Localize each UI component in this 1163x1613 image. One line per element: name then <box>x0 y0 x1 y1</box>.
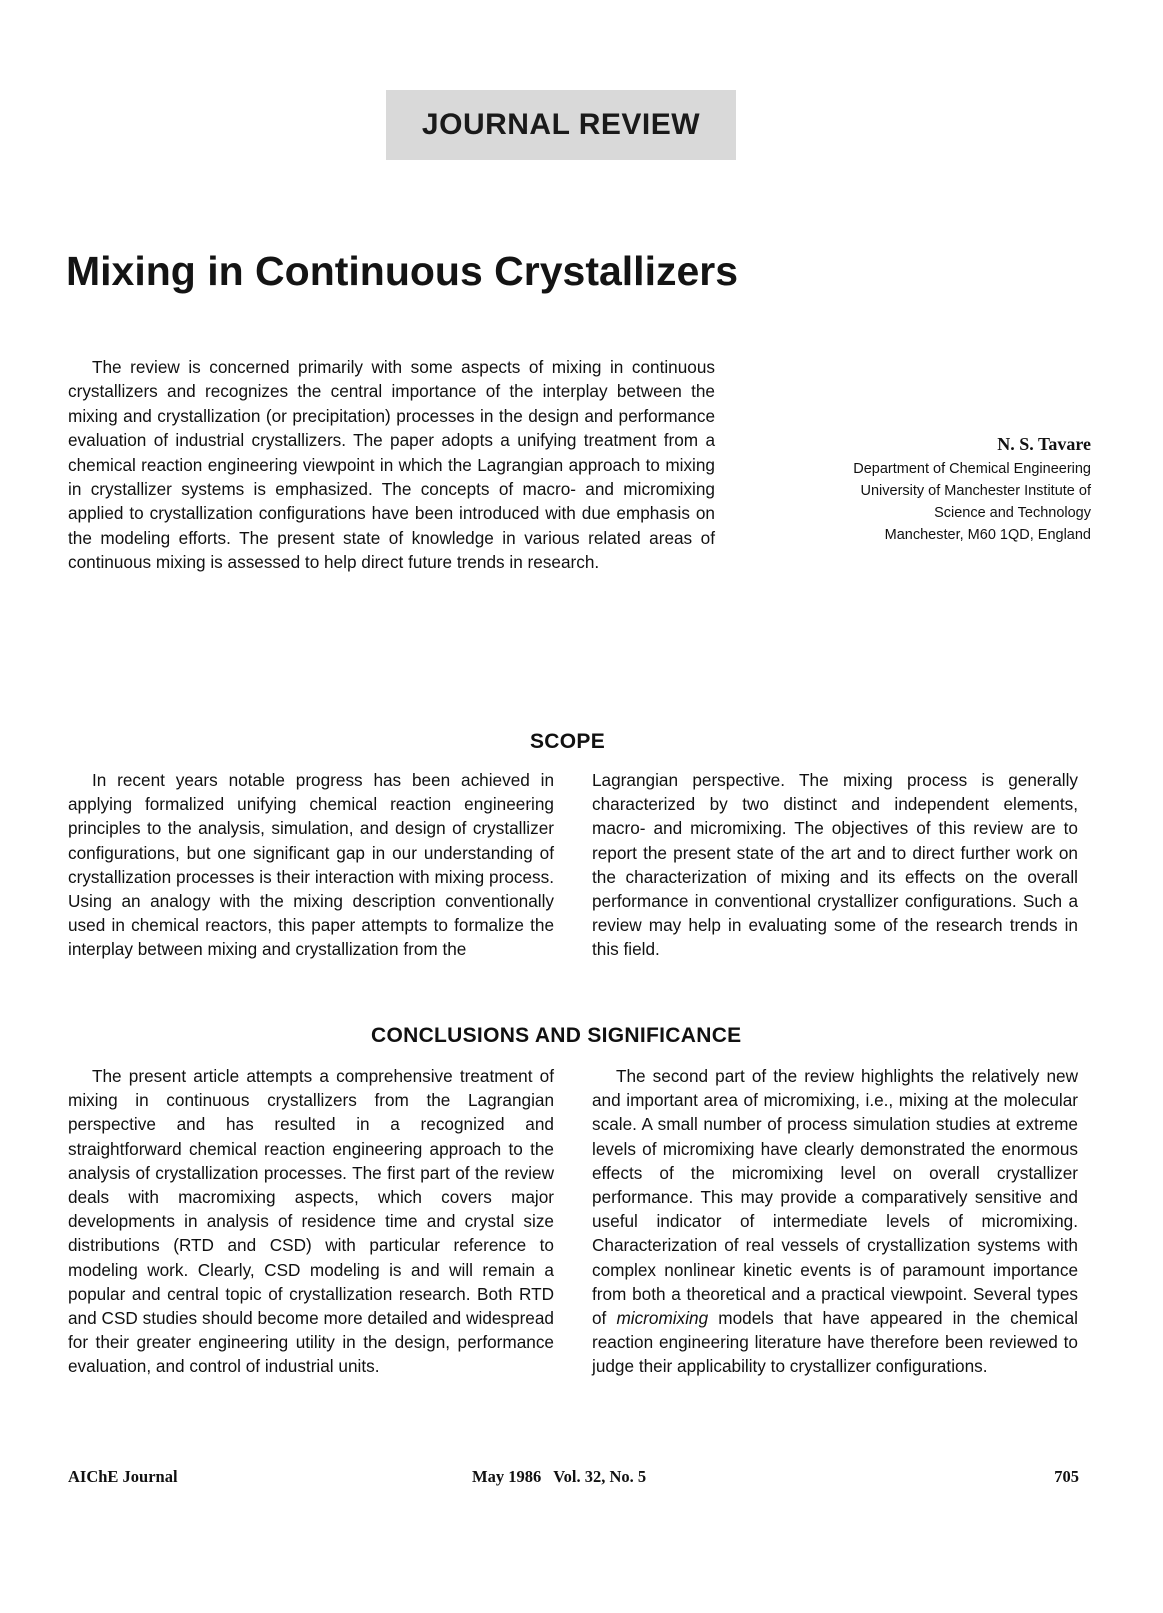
affiliation-line: Science and Technology <box>934 505 1091 521</box>
abstract: The review is concerned primarily with some aspects of mixing in continuous crystallizers and recognizes the central importance of the interplay between the mixing and crystallization (or precipitation) processes in the design and performance evaluation of industrial crystallizers. The paper adopts a unifying treatment from a chemical reaction engineering viewpoint in which the Lagrangian approach to mixing in crystallizer systems is emphasized. The concepts of macro- and micromixing applied to crystallization configurations have been introduced with due emphasis on the modeling efforts. The present state of knowledge in various related areas of continuous mixing is assessed to help direct future trends in research. <box>68 357 715 573</box>
footer-journal: AIChE Journal <box>68 1467 178 1486</box>
conclusions-left-column: The present article attempts a comprehensive treatment of mixing in continuous crystallizers from the Lagrangian perspective and has resulted in a recognized and straightforward chemical reaction engineering approach to the analysis of crystallization processes. The first part of the review deals with macromixing aspects, which covers major developments in analysis of residence time and crystal size distributions (RTD and CSD) with particular reference to modeling work. Clearly, CSD modeling is and will remain a popular and central topic of crystallization research. Both RTD and CSD studies should become more detailed and widespread for their greater engineering utility in the design, performance evaluation, and control of industrial units. <box>68 1066 554 1377</box>
footer-issue: May 1986 Vol. 32, No. 5 <box>472 1467 647 1486</box>
affiliation-line: Manchester, M60 1QD, England <box>884 527 1091 543</box>
footer-page-number: 705 <box>1054 1467 1079 1486</box>
scope-left-column: In recent years notable progress has been achieved in applying formalized unifying chemical reaction engineering principles to the analysis, simulation, and design of crystallizer configurations, but one significant gap in our understanding of crystallization processes is their interaction with mixing process. Using an analogy with the mixing description conventionally used in chemical reactors, this paper attempts to formalize the interplay between mixing and crystallization from the <box>68 770 554 960</box>
article-title: Mixing in Continuous Crystallizers <box>66 248 739 294</box>
conclusions-right-text-end: models that have appeared in the chemical reaction engineering literature have therefore been reviewed to judge their applicability to crystallizer configurations. <box>592 1308 1079 1377</box>
author-block <box>791 432 1091 546</box>
journal-review-banner <box>386 90 736 160</box>
affiliation-line: University of Manchester Institute of <box>860 483 1091 499</box>
affiliation-line: Department of Chemical Engineering <box>853 461 1091 477</box>
scope-right-column: Lagrangian perspective. The mixing process is generally characterized by two distinct and independent elements, macro- and micromixing. The objectives of this review are to report the present state of the art and to direct further work on the characterization of mixing and its effects on the overall performance in conventional crystallizer configurations. Such a review may help in evaluating some of the research trends in this field. <box>592 770 1078 960</box>
conclusions-right-column <box>592 1064 1078 1379</box>
conclusions-right-text: The second part of the review highlights the relatively new and important area of micromixing, i.e., mixing at the molecular scale. A small number of process simulation studies at extreme levels of micromixing have clearly demonstrated the enormous effects of the micromixing level on overall crystallizer performance. This may provide a comparatively sensitive and useful indicator of intermediate levels of micromixing. Characterization of real vessels of crystallization systems with complex nonlinear kinetic events is of paramount importance from both a theoretical and a practical viewpoint. Several types of <box>592 1066 1078 1329</box>
author-name: N. S. Tavare <box>997 434 1091 454</box>
conclusions-heading: CONCLUSIONS AND SIGNIFICANCE <box>371 1024 742 1047</box>
conclusions-right-italic: micromixing <box>616 1308 709 1329</box>
banner-label: JOURNAL REVIEW <box>421 108 701 141</box>
scope-heading: SCOPE <box>530 730 606 753</box>
